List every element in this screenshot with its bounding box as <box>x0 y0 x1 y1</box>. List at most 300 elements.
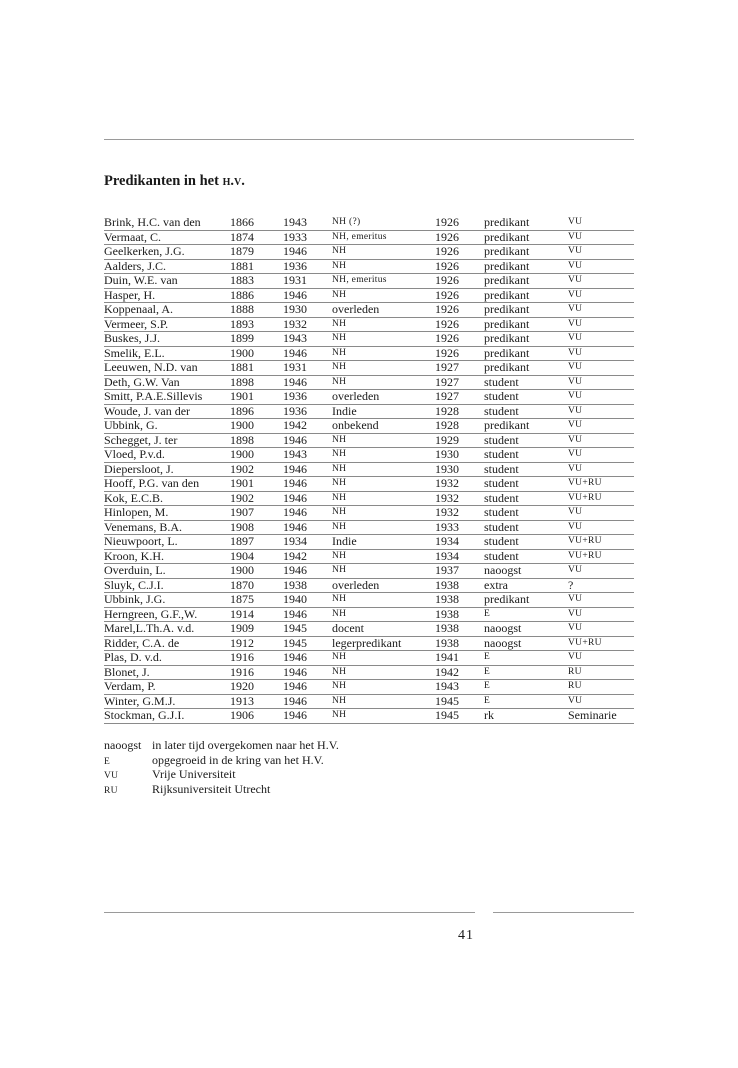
cell-born-year: 1898 <box>230 375 283 390</box>
cell-end-year: 1942 <box>283 549 332 564</box>
cell-name: Geelkerken, J.G. <box>104 245 230 260</box>
cell-position: predikant <box>484 361 568 376</box>
cell-name: Vermaat, C. <box>104 230 230 245</box>
cell-born-year: 1897 <box>230 535 283 550</box>
cell-status: NH <box>332 607 435 622</box>
cell-born-year: 1898 <box>230 433 283 448</box>
cell-status: Indie <box>332 535 435 550</box>
cell-entry-year: 1926 <box>435 303 484 318</box>
table-row <box>104 578 634 593</box>
cell-name: Kok, E.C.B. <box>104 491 230 506</box>
cell-position: student <box>484 549 568 564</box>
table-row <box>104 694 634 709</box>
cell-position: E <box>484 651 568 666</box>
cell-born-year: 1900 <box>230 564 283 579</box>
table-row <box>104 404 634 419</box>
cell-end-year: 1940 <box>283 593 332 608</box>
cell-born-year: 1881 <box>230 361 283 376</box>
cell-name: Venemans, B.A. <box>104 520 230 535</box>
cell-name: Overduin, L. <box>104 564 230 579</box>
cell-entry-year: 1930 <box>435 448 484 463</box>
cell-position: predikant <box>484 419 568 434</box>
cell-university: VU <box>568 694 634 709</box>
cell-born-year: 1888 <box>230 303 283 318</box>
cell-position: student <box>484 433 568 448</box>
cell-position: E <box>484 694 568 709</box>
cell-name: Koppenaal, A. <box>104 303 230 318</box>
cell-position: student <box>484 506 568 521</box>
cell-entry-year: 1938 <box>435 578 484 593</box>
table-row <box>104 419 634 434</box>
legend-text: opgegroeid in de kring van het H.V. <box>152 752 324 767</box>
cell-university: VU <box>568 520 634 535</box>
table-row <box>104 433 634 448</box>
cell-position: E <box>484 607 568 622</box>
cell-university: VU <box>568 448 634 463</box>
legend-item <box>104 738 339 753</box>
cell-university: VU+RU <box>568 491 634 506</box>
cell-university: VU+RU <box>568 549 634 564</box>
page-title <box>104 172 245 190</box>
footer-rule-right <box>493 912 634 913</box>
table-row <box>104 317 634 332</box>
cell-end-year: 1936 <box>283 259 332 274</box>
cell-end-year: 1946 <box>283 375 332 390</box>
cell-end-year: 1938 <box>283 578 332 593</box>
cell-status: NH (?) <box>332 216 435 230</box>
cell-position: predikant <box>484 593 568 608</box>
cell-end-year: 1946 <box>283 680 332 695</box>
cell-end-year: 1943 <box>283 448 332 463</box>
cell-name: Ubbink, G. <box>104 419 230 434</box>
cell-university: VU <box>568 433 634 448</box>
cell-name: Blonet, J. <box>104 665 230 680</box>
cell-university: VU <box>568 593 634 608</box>
legend-item <box>104 782 339 797</box>
cell-university: RU <box>568 680 634 695</box>
cell-status: NH <box>332 361 435 376</box>
table-row <box>104 651 634 666</box>
cell-status: NH <box>332 506 435 521</box>
cell-name: Aalders, J.C. <box>104 259 230 274</box>
cell-status: NH, emeritus <box>332 274 435 289</box>
cell-end-year: 1930 <box>283 303 332 318</box>
cell-end-year: 1946 <box>283 477 332 492</box>
cell-name: Hooff, P.G. van den <box>104 477 230 492</box>
cell-status: NH <box>332 332 435 347</box>
cell-entry-year: 1938 <box>435 636 484 651</box>
cell-born-year: 1913 <box>230 694 283 709</box>
table-row <box>104 535 634 550</box>
cell-name: Kroon, K.H. <box>104 549 230 564</box>
legend-abbr: E <box>104 756 111 767</box>
cell-born-year: 1908 <box>230 520 283 535</box>
cell-status: NH, emeritus <box>332 230 435 245</box>
cell-status: docent <box>332 622 435 637</box>
cell-university: VU <box>568 564 634 579</box>
table-row <box>104 216 634 230</box>
cell-university: VU <box>568 303 634 318</box>
cell-university: VU <box>568 390 634 405</box>
cell-university: VU <box>568 259 634 274</box>
cell-entry-year: 1938 <box>435 593 484 608</box>
cell-university: VU <box>568 419 634 434</box>
cell-university: VU <box>568 651 634 666</box>
cell-name: Marel,L.Th.A. v.d. <box>104 622 230 637</box>
cell-status: NH <box>332 259 435 274</box>
cell-position: student <box>484 375 568 390</box>
cell-name: Vloed, P.v.d. <box>104 448 230 463</box>
cell-end-year: 1945 <box>283 636 332 651</box>
table-row <box>104 607 634 622</box>
title-abbr: h.v. <box>222 173 245 189</box>
cell-position: student <box>484 404 568 419</box>
cell-name: Nieuwpoort, L. <box>104 535 230 550</box>
cell-name: Hinlopen, M. <box>104 506 230 521</box>
cell-status: NH <box>332 375 435 390</box>
cell-university: VU <box>568 274 634 289</box>
legend-text: Rijksuniversiteit Utrecht <box>152 781 271 796</box>
cell-entry-year: 1928 <box>435 404 484 419</box>
cell-end-year: 1936 <box>283 390 332 405</box>
cell-status: NH <box>332 245 435 260</box>
legend-item <box>104 767 339 782</box>
cell-entry-year: 1927 <box>435 390 484 405</box>
cell-name: Verdam, P. <box>104 680 230 695</box>
cell-position: E <box>484 680 568 695</box>
table-row <box>104 375 634 390</box>
cell-born-year: 1900 <box>230 346 283 361</box>
cell-position: student <box>484 390 568 405</box>
cell-position: naoogst <box>484 636 568 651</box>
cell-entry-year: 1926 <box>435 317 484 332</box>
cell-name: Deth, G.W. Van <box>104 375 230 390</box>
cell-entry-year: 1945 <box>435 709 484 724</box>
table-body <box>104 216 634 723</box>
cell-position: predikant <box>484 245 568 260</box>
cell-born-year: 1893 <box>230 317 283 332</box>
table-row <box>104 332 634 347</box>
cell-end-year: 1942 <box>283 419 332 434</box>
cell-position: predikant <box>484 303 568 318</box>
cell-status: NH <box>332 346 435 361</box>
cell-born-year: 1906 <box>230 709 283 724</box>
cell-name: Hasper, H. <box>104 288 230 303</box>
cell-university: RU <box>568 665 634 680</box>
cell-name: Smelik, E.L. <box>104 346 230 361</box>
cell-position: predikant <box>484 288 568 303</box>
cell-position: E <box>484 665 568 680</box>
cell-entry-year: 1927 <box>435 375 484 390</box>
table-row <box>104 390 634 405</box>
page-number: 41 <box>458 928 474 943</box>
table-row <box>104 462 634 477</box>
cell-status: NH <box>332 651 435 666</box>
cell-entry-year: 1926 <box>435 230 484 245</box>
cell-university: VU <box>568 506 634 521</box>
cell-born-year: 1879 <box>230 245 283 260</box>
cell-position: rk <box>484 709 568 724</box>
cell-university: VU+RU <box>568 535 634 550</box>
table-row <box>104 448 634 463</box>
cell-entry-year: 1938 <box>435 622 484 637</box>
cell-name: Ridder, C.A. de <box>104 636 230 651</box>
table-row <box>104 346 634 361</box>
cell-name: Plas, D. v.d. <box>104 651 230 666</box>
cell-end-year: 1946 <box>283 651 332 666</box>
cell-status: onbekend <box>332 419 435 434</box>
cell-name: Winter, G.M.J. <box>104 694 230 709</box>
cell-status: NH <box>332 665 435 680</box>
cell-university: VU+RU <box>568 477 634 492</box>
cell-end-year: 1946 <box>283 462 332 477</box>
table-row <box>104 636 634 651</box>
cell-born-year: 1912 <box>230 636 283 651</box>
cell-status: NH <box>332 564 435 579</box>
cell-status: NH <box>332 491 435 506</box>
cell-university: VU <box>568 361 634 376</box>
cell-university: VU <box>568 346 634 361</box>
cell-end-year: 1946 <box>283 694 332 709</box>
title-main: Predikanten in het <box>104 173 223 189</box>
cell-name: Herngreen, G.F.,W. <box>104 607 230 622</box>
table-row <box>104 680 634 695</box>
cell-entry-year: 1937 <box>435 564 484 579</box>
cell-position: student <box>484 477 568 492</box>
table-row <box>104 259 634 274</box>
table-row <box>104 245 634 260</box>
cell-end-year: 1932 <box>283 317 332 332</box>
cell-born-year: 1900 <box>230 448 283 463</box>
cell-end-year: 1946 <box>283 433 332 448</box>
top-rule <box>104 139 634 140</box>
cell-end-year: 1946 <box>283 491 332 506</box>
cell-position: naoogst <box>484 564 568 579</box>
cell-status: NH <box>332 433 435 448</box>
cell-name: Schegget, J. ter <box>104 433 230 448</box>
cell-entry-year: 1945 <box>435 694 484 709</box>
cell-position: student <box>484 520 568 535</box>
cell-name: Duin, W.E. van <box>104 274 230 289</box>
cell-entry-year: 1926 <box>435 259 484 274</box>
cell-university: VU <box>568 332 634 347</box>
table-row <box>104 230 634 245</box>
cell-university: VU <box>568 607 634 622</box>
cell-end-year: 1946 <box>283 607 332 622</box>
cell-born-year: 1870 <box>230 578 283 593</box>
cell-status: NH <box>332 593 435 608</box>
cell-born-year: 1914 <box>230 607 283 622</box>
table-row <box>104 665 634 680</box>
cell-end-year: 1946 <box>283 288 332 303</box>
cell-entry-year: 1928 <box>435 419 484 434</box>
cell-entry-year: 1926 <box>435 216 484 230</box>
cell-name: Sluyk, C.J.I. <box>104 578 230 593</box>
cell-status: overleden <box>332 578 435 593</box>
cell-born-year: 1916 <box>230 651 283 666</box>
table-row <box>104 593 634 608</box>
cell-status: NH <box>332 462 435 477</box>
cell-born-year: 1901 <box>230 477 283 492</box>
cell-university: VU <box>568 230 634 245</box>
cell-status: overleden <box>332 303 435 318</box>
cell-position: predikant <box>484 230 568 245</box>
table-row <box>104 274 634 289</box>
cell-entry-year: 1926 <box>435 332 484 347</box>
cell-status: NH <box>332 288 435 303</box>
cell-end-year: 1943 <box>283 332 332 347</box>
cell-born-year: 1899 <box>230 332 283 347</box>
table-row <box>104 288 634 303</box>
cell-position: extra <box>484 578 568 593</box>
cell-entry-year: 1943 <box>435 680 484 695</box>
cell-entry-year: 1927 <box>435 361 484 376</box>
cell-name: Brink, H.C. van den <box>104 216 230 230</box>
cell-born-year: 1902 <box>230 462 283 477</box>
table-row <box>104 520 634 535</box>
legend-abbr: VU <box>104 771 119 781</box>
cell-entry-year: 1929 <box>435 433 484 448</box>
cell-university: VU <box>568 375 634 390</box>
cell-status: NH <box>332 317 435 332</box>
cell-university: VU <box>568 622 634 637</box>
cell-entry-year: 1938 <box>435 607 484 622</box>
cell-university: Seminarie <box>568 709 634 724</box>
cell-end-year: 1946 <box>283 346 332 361</box>
cell-end-year: 1946 <box>283 564 332 579</box>
cell-born-year: 1881 <box>230 259 283 274</box>
cell-status: Indie <box>332 404 435 419</box>
legend-item <box>104 753 339 768</box>
cell-end-year: 1936 <box>283 404 332 419</box>
cell-university: VU <box>568 317 634 332</box>
cell-status: NH <box>332 549 435 564</box>
cell-entry-year: 1932 <box>435 491 484 506</box>
cell-entry-year: 1934 <box>435 549 484 564</box>
legend-abbr: naoogst <box>104 738 142 752</box>
cell-born-year: 1900 <box>230 419 283 434</box>
cell-name: Diepersloot, J. <box>104 462 230 477</box>
cell-university: VU <box>568 216 634 230</box>
cell-status: NH <box>332 709 435 724</box>
predikanten-table <box>104 216 634 724</box>
cell-end-year: 1946 <box>283 665 332 680</box>
cell-status: overleden <box>332 390 435 405</box>
cell-end-year: 1934 <box>283 535 332 550</box>
cell-name: Vermeer, S.P. <box>104 317 230 332</box>
table-row <box>104 491 634 506</box>
cell-born-year: 1886 <box>230 288 283 303</box>
table-row <box>104 361 634 376</box>
cell-position: predikant <box>484 317 568 332</box>
table-row <box>104 622 634 637</box>
cell-position: student <box>484 491 568 506</box>
cell-university: VU <box>568 288 634 303</box>
cell-born-year: 1920 <box>230 680 283 695</box>
cell-entry-year: 1933 <box>435 520 484 535</box>
cell-position: student <box>484 535 568 550</box>
cell-position: predikant <box>484 332 568 347</box>
cell-end-year: 1945 <box>283 622 332 637</box>
cell-entry-year: 1932 <box>435 477 484 492</box>
cell-born-year: 1902 <box>230 491 283 506</box>
cell-entry-year: 1926 <box>435 288 484 303</box>
cell-end-year: 1946 <box>283 506 332 521</box>
cell-end-year: 1946 <box>283 520 332 535</box>
cell-entry-year: 1934 <box>435 535 484 550</box>
cell-end-year: 1931 <box>283 361 332 376</box>
legend <box>104 738 339 796</box>
cell-university: VU <box>568 462 634 477</box>
cell-entry-year: 1926 <box>435 346 484 361</box>
cell-position: predikant <box>484 346 568 361</box>
cell-entry-year: 1942 <box>435 665 484 680</box>
cell-status: NH <box>332 520 435 535</box>
cell-university: ? <box>568 578 634 593</box>
table-row <box>104 709 634 724</box>
cell-born-year: 1904 <box>230 549 283 564</box>
cell-born-year: 1883 <box>230 274 283 289</box>
legend-text: Vrije Universiteit <box>152 767 236 781</box>
cell-entry-year: 1926 <box>435 245 484 260</box>
table-row <box>104 564 634 579</box>
cell-name: Buskes, J.J. <box>104 332 230 347</box>
cell-name: Ubbink, J.G. <box>104 593 230 608</box>
cell-name: Leeuwen, N.D. van <box>104 361 230 376</box>
cell-university: VU <box>568 404 634 419</box>
cell-born-year: 1874 <box>230 230 283 245</box>
cell-end-year: 1943 <box>283 216 332 230</box>
cell-position: student <box>484 462 568 477</box>
cell-entry-year: 1926 <box>435 274 484 289</box>
cell-end-year: 1933 <box>283 230 332 245</box>
cell-status: NH <box>332 680 435 695</box>
cell-born-year: 1916 <box>230 665 283 680</box>
legend-abbr: RU <box>104 785 118 796</box>
cell-born-year: 1875 <box>230 593 283 608</box>
cell-name: Woude, J. van der <box>104 404 230 419</box>
footer-rule-left <box>104 912 475 913</box>
cell-entry-year: 1930 <box>435 462 484 477</box>
cell-position: student <box>484 448 568 463</box>
table-row <box>104 549 634 564</box>
cell-name: Smitt, P.A.E.Sillevis <box>104 390 230 405</box>
cell-end-year: 1946 <box>283 245 332 260</box>
cell-born-year: 1909 <box>230 622 283 637</box>
table-row <box>104 303 634 318</box>
cell-end-year: 1931 <box>283 274 332 289</box>
cell-entry-year: 1932 <box>435 506 484 521</box>
cell-born-year: 1866 <box>230 216 283 230</box>
cell-status: NH <box>332 694 435 709</box>
cell-end-year: 1946 <box>283 709 332 724</box>
cell-position: predikant <box>484 274 568 289</box>
cell-position: naoogst <box>484 622 568 637</box>
cell-position: predikant <box>484 216 568 230</box>
cell-born-year: 1901 <box>230 390 283 405</box>
table-row <box>104 477 634 492</box>
cell-born-year: 1896 <box>230 404 283 419</box>
cell-university: VU+RU <box>568 636 634 651</box>
cell-status: legerpredikant <box>332 636 435 651</box>
cell-born-year: 1907 <box>230 506 283 521</box>
cell-entry-year: 1941 <box>435 651 484 666</box>
cell-university: VU <box>568 245 634 260</box>
table-row <box>104 506 634 521</box>
legend-text: in later tijd overgekomen naar het H.V. <box>152 738 339 752</box>
cell-status: NH <box>332 448 435 463</box>
cell-position: predikant <box>484 259 568 274</box>
